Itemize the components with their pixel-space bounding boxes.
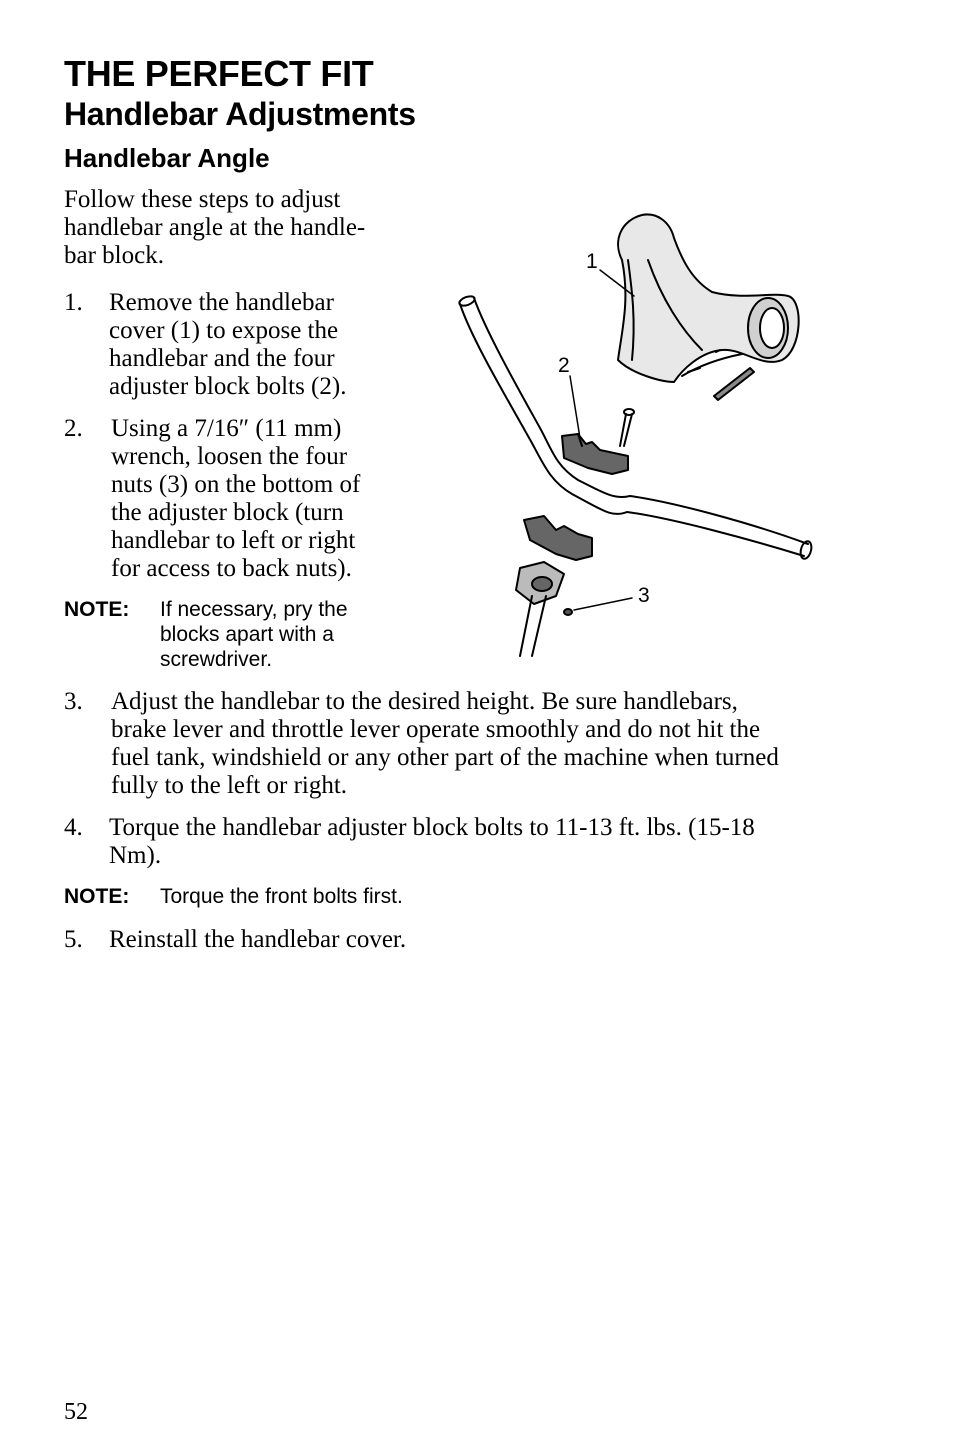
upper-adjuster-block	[562, 434, 628, 474]
step-line: Reinstall the handlebar cover.	[109, 926, 407, 953]
step-line: wrench, loosen the four	[111, 443, 348, 470]
intro-paragraph	[64, 186, 365, 270]
step-line: the adjuster block (turn	[111, 499, 344, 526]
note-label: NOTE:	[64, 885, 130, 908]
step-line: handlebar and the four	[109, 345, 335, 372]
handlebar-exploded-diagram	[452, 200, 832, 660]
intro-line: handlebar angle at the handle-	[64, 214, 366, 241]
step-line: handlebar to left or right	[111, 527, 356, 554]
step-line: cover (1) to expose the	[109, 317, 339, 344]
step-line: Using a 7/16″ (11 mm)	[111, 415, 342, 442]
note-line: blocks apart with a	[160, 623, 334, 646]
step-line: Torque the handlebar adjuster block bolts to 11-13 ft. lbs. (15-18	[109, 814, 755, 841]
subsection-heading: Handlebar Angle	[64, 143, 270, 173]
step-line: fuel tank, windshield or any other part of the machine when turned	[111, 744, 779, 771]
adjuster-bolt	[620, 409, 634, 446]
page-number: 52	[64, 1399, 88, 1425]
step-number: 1.	[64, 289, 83, 316]
step-line: adjuster block bolts (2).	[109, 373, 347, 400]
section-heading: Handlebar Adjustments	[64, 96, 416, 132]
callout-3: 3	[638, 584, 650, 607]
leader-line-2	[570, 376, 580, 438]
step-line: fully to the left or right.	[111, 772, 348, 799]
note-text	[160, 884, 403, 909]
handlebar-cover	[618, 214, 799, 382]
step-line: Adjust the handlebar to the desired height. Be sure handlebars,	[111, 688, 738, 715]
step-text	[111, 415, 360, 583]
step-line: Nm).	[109, 842, 162, 869]
step-number: 3.	[64, 688, 83, 715]
page-title: THE PERFECT FIT	[64, 53, 374, 94]
step-line: for access to back nuts).	[111, 555, 352, 582]
note-line: If necessary, pry the	[160, 598, 348, 621]
leader-line-3	[574, 598, 632, 610]
step-line: nuts (3) on the bottom of	[111, 471, 361, 498]
note-line: screwdriver.	[160, 648, 273, 671]
note-line: Torque the front bolts first.	[160, 885, 403, 908]
steering-post	[516, 562, 564, 656]
step-number: 5.	[64, 926, 83, 953]
step-number: 4.	[64, 814, 83, 841]
note-text	[160, 597, 348, 672]
fastener-strip	[688, 368, 754, 400]
intro-line: bar block.	[64, 242, 164, 269]
nut	[564, 609, 572, 615]
lower-adjuster-block	[524, 516, 592, 560]
callout-2: 2	[558, 354, 570, 377]
note-label: NOTE:	[64, 598, 130, 621]
step-line: brake lever and throttle lever operate smoothly and do not hit the	[111, 716, 761, 743]
step-number: 2.	[64, 415, 83, 442]
step-text	[109, 289, 346, 401]
step-text	[111, 688, 779, 800]
intro-line: Follow these steps to adjust	[64, 186, 341, 213]
step-line: Remove the handlebar	[109, 289, 334, 316]
step-text	[109, 926, 406, 954]
callout-1: 1	[586, 250, 598, 273]
step-text	[109, 814, 755, 870]
